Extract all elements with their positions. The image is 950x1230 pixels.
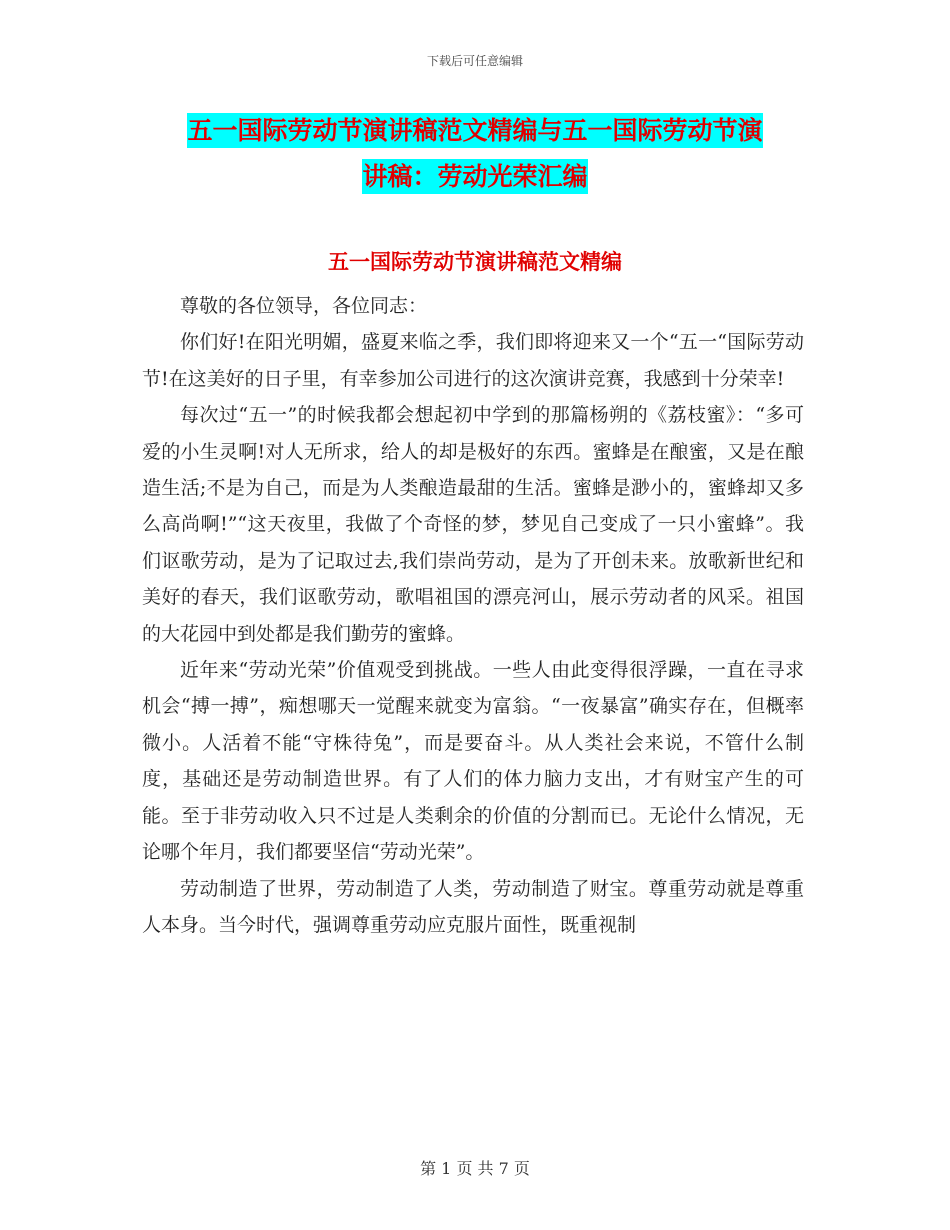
paragraph: 你们好!在阳光明媚，盛夏来临之季，我们即将迎来又一个“五一“国际劳动节!在这美好的日子里，有幸参加公司进行的这次演讲竞赛，我感到十分荣幸! bbox=[142, 331, 804, 390]
document-title-line-2: 讲稿：劳动光荣汇编 bbox=[362, 159, 587, 194]
page-header-note: 下载后可任意编辑 bbox=[426, 54, 523, 68]
section-title: 五一国际劳动节演讲稿范文精编 bbox=[328, 250, 622, 274]
paragraph-salutation: 尊敬的各位领导，各位同志： bbox=[180, 295, 428, 317]
body-text bbox=[142, 288, 804, 943]
paragraph: 近年来“劳动光荣”价值观受到挑战。一些人由此变得很浮躁，一直在寻求机会“搏一搏”，痴想哪天一觉醒来就变为富翁。“一夜暴富”确实存在，但概率微小。人活着不能“守株待兔”，而是要奋斗。从人类社会来说，不管什么制度，基础还是劳动制造世界。有了人们的体力脑力支出，才有财宝产生的可能。至于非劳动收入只不过是人类剩余的价值的分割而已。无论什么情况，无论哪个年月，我们都要坚信“劳动光荣”。 bbox=[142, 659, 804, 864]
document-title bbox=[150, 108, 800, 200]
document-title-line-1: 五一国际劳动节演讲稿范文精编与五一国际劳动节演 bbox=[187, 113, 762, 148]
page-footer-number: 第 1 页 共 7 页 bbox=[420, 1159, 530, 1178]
paragraph: 每次过“五一”的时候我都会想起初中学到的那篇杨朔的《荔枝蜜》：“多可爱的小生灵啊!对人无所求，给人的却是极好的东西。蜜蜂是在酿蜜，又是在酿造生活;不是为自己，而是为人类酿造最甜的生活。蜜蜂是渺小的，蜜蜂却又多么高尚啊!”“这天夜里，我做了个奇怪的梦，梦见自己变成了一只小蜜蜂”。我们讴歌劳动，是为了记取过去,我们崇尚劳动，是为了开创未来。放歌新世纪和美好的春天，我们讴歌劳动，歌唱祖国的漂亮河山，展示劳动者的风采。祖国的大花园中到处都是我们勤劳的蜜蜂。 bbox=[142, 404, 804, 645]
paragraph: 劳动制造了世界，劳动制造了人类，劳动制造了财宝。尊重劳动就是尊重人本身。当今时代，强调尊重劳动应克服片面性，既重视制 bbox=[142, 877, 804, 936]
